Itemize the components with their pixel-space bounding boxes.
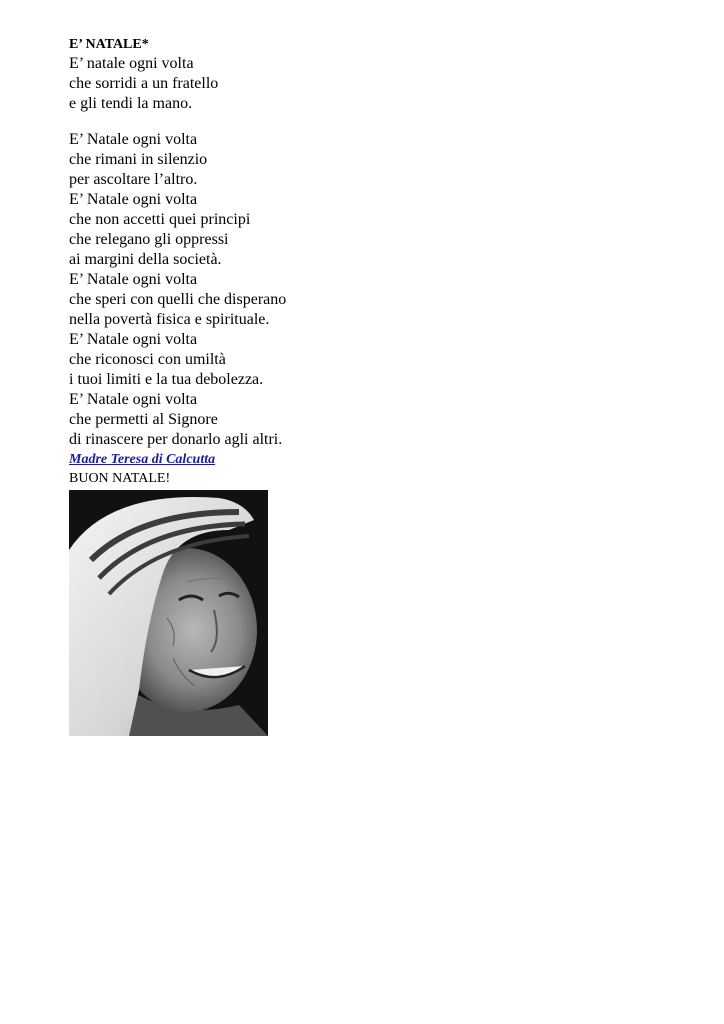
poem-line: E’ Natale ogni volta (69, 131, 198, 148)
poem-line: che speri con quelli che disperano (69, 291, 287, 308)
stanza-2 (69, 130, 669, 450)
poem-line: per ascoltare l’altro. (69, 171, 198, 188)
poem-line: E’ natale ogni volta (69, 55, 194, 72)
poem-line: che relegano gli oppressi (69, 231, 229, 248)
portrait-photo (69, 490, 268, 736)
poem-line: E’ Natale ogni volta (69, 391, 198, 408)
document-page (69, 36, 669, 736)
poem-line: che rimani in silenzio (69, 151, 208, 168)
poem-line: che sorridi a un fratello (69, 75, 219, 92)
poem-line: ai margini della società. (69, 251, 222, 268)
poem-title: E’ NATALE* (69, 37, 149, 52)
author-link[interactable]: Madre Teresa di Calcutta (69, 452, 216, 467)
poem-line: i tuoi limiti e la tua debolezza. (69, 371, 264, 388)
poem-line: che riconosci con umiltà (69, 351, 226, 368)
stanza-spacer (69, 114, 669, 130)
poem-line: di rinascere per donarlo agli altri. (69, 431, 283, 448)
closing-greeting: BUON NATALE! (69, 471, 171, 486)
poem-line: che non accetti quei principi (69, 211, 251, 228)
poem-line: E’ Natale ogni volta (69, 331, 198, 348)
poem-line: E’ Natale ogni volta (69, 271, 198, 288)
poem-line: E’ Natale ogni volta (69, 191, 198, 208)
poem-line: e gli tendi la mano. (69, 95, 193, 112)
poem-line: nella povertà fisica e spirituale. (69, 311, 270, 328)
poem-line: che permetti al Signore (69, 411, 218, 428)
stanza-1 (69, 54, 669, 114)
